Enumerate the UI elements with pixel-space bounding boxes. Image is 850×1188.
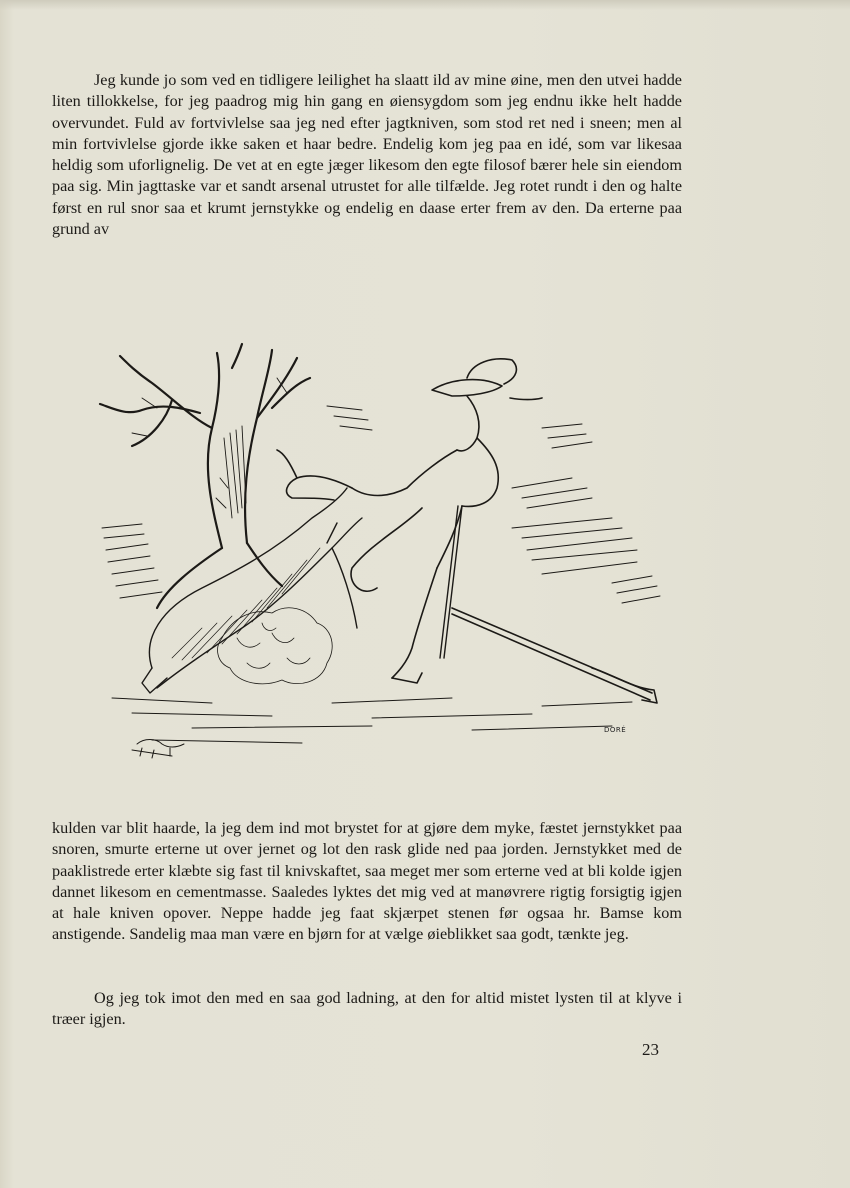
engraving-illustration: [72, 338, 668, 768]
paragraph-top: [52, 70, 682, 240]
tree: [100, 344, 310, 608]
ground-lines: [112, 698, 632, 756]
page-number: 23: [642, 1040, 659, 1059]
paragraph-bottom: [52, 818, 682, 946]
paragraph-1: Jeg kunde jo som ved en tidligere leilighet ha slaatt ild av mine øine, men den utvei hadde liten tillokkelse, for jeg paadrog mig hin gang en øiensygdom som jeg endnu ikke helt hadde overvundet. Fuld av fortvivlelse saa jeg ned efter jagtkniven, som stod ret ned i sneen; men al min fortvivlelse gjorde ikke saken et haar bedre. Endelig kom jeg paa en idé, som var likesaa heldig som uforlignelig. De vet at en egte jæger likesom den egte filosof bærer hele sin eiendom paa sig. Min jagttaske var et sandt arsenal utrustet for alle tilfælde. Jeg rotet rundt i den og halte først en rul snor saa et krumt jernstykke og endelig en daase erter frem av den. Da erterne paa grund av: [52, 71, 682, 239]
paragraph-2: kulden var blit haarde, la jeg dem ind mot brystet for at gjøre dem myke, fæstet jernstykket paa snoren, smurte erterne ut over jernet og lot den rask glide ned paa jorden. Jernstykket med de paaklistrede erter klæbte sig fast til knivskaftet, saa meget mer som erterne ved at bli kolde igjen dannet likesom en cementmasse. Saaledes lyktes det mig ved at manøvrere rigtig forsigtig igjen at hale kniven opover. Neppe hadde jeg faat skjærpet stenen før ogsaa hr. Bamse kom anstigende. Sandelig maa man være en bjørn for at vælge øieblikket saa godt, tænkte jeg.: [52, 819, 682, 944]
illustrator-signature: DORÉ: [604, 726, 627, 734]
wind-strokes: [102, 406, 660, 603]
paragraph-final: [52, 988, 682, 1031]
fur-pile: [218, 608, 333, 684]
small-animal-sketch: [137, 740, 184, 759]
paragraph-3: Og jeg tok imot den med en saa god ladning, at den for altid mistet lysten til at klyve i træer igjen.: [52, 989, 682, 1029]
rifle: [452, 608, 657, 703]
hunter: [277, 359, 542, 683]
knife: [440, 506, 462, 658]
bear: [142, 488, 362, 693]
